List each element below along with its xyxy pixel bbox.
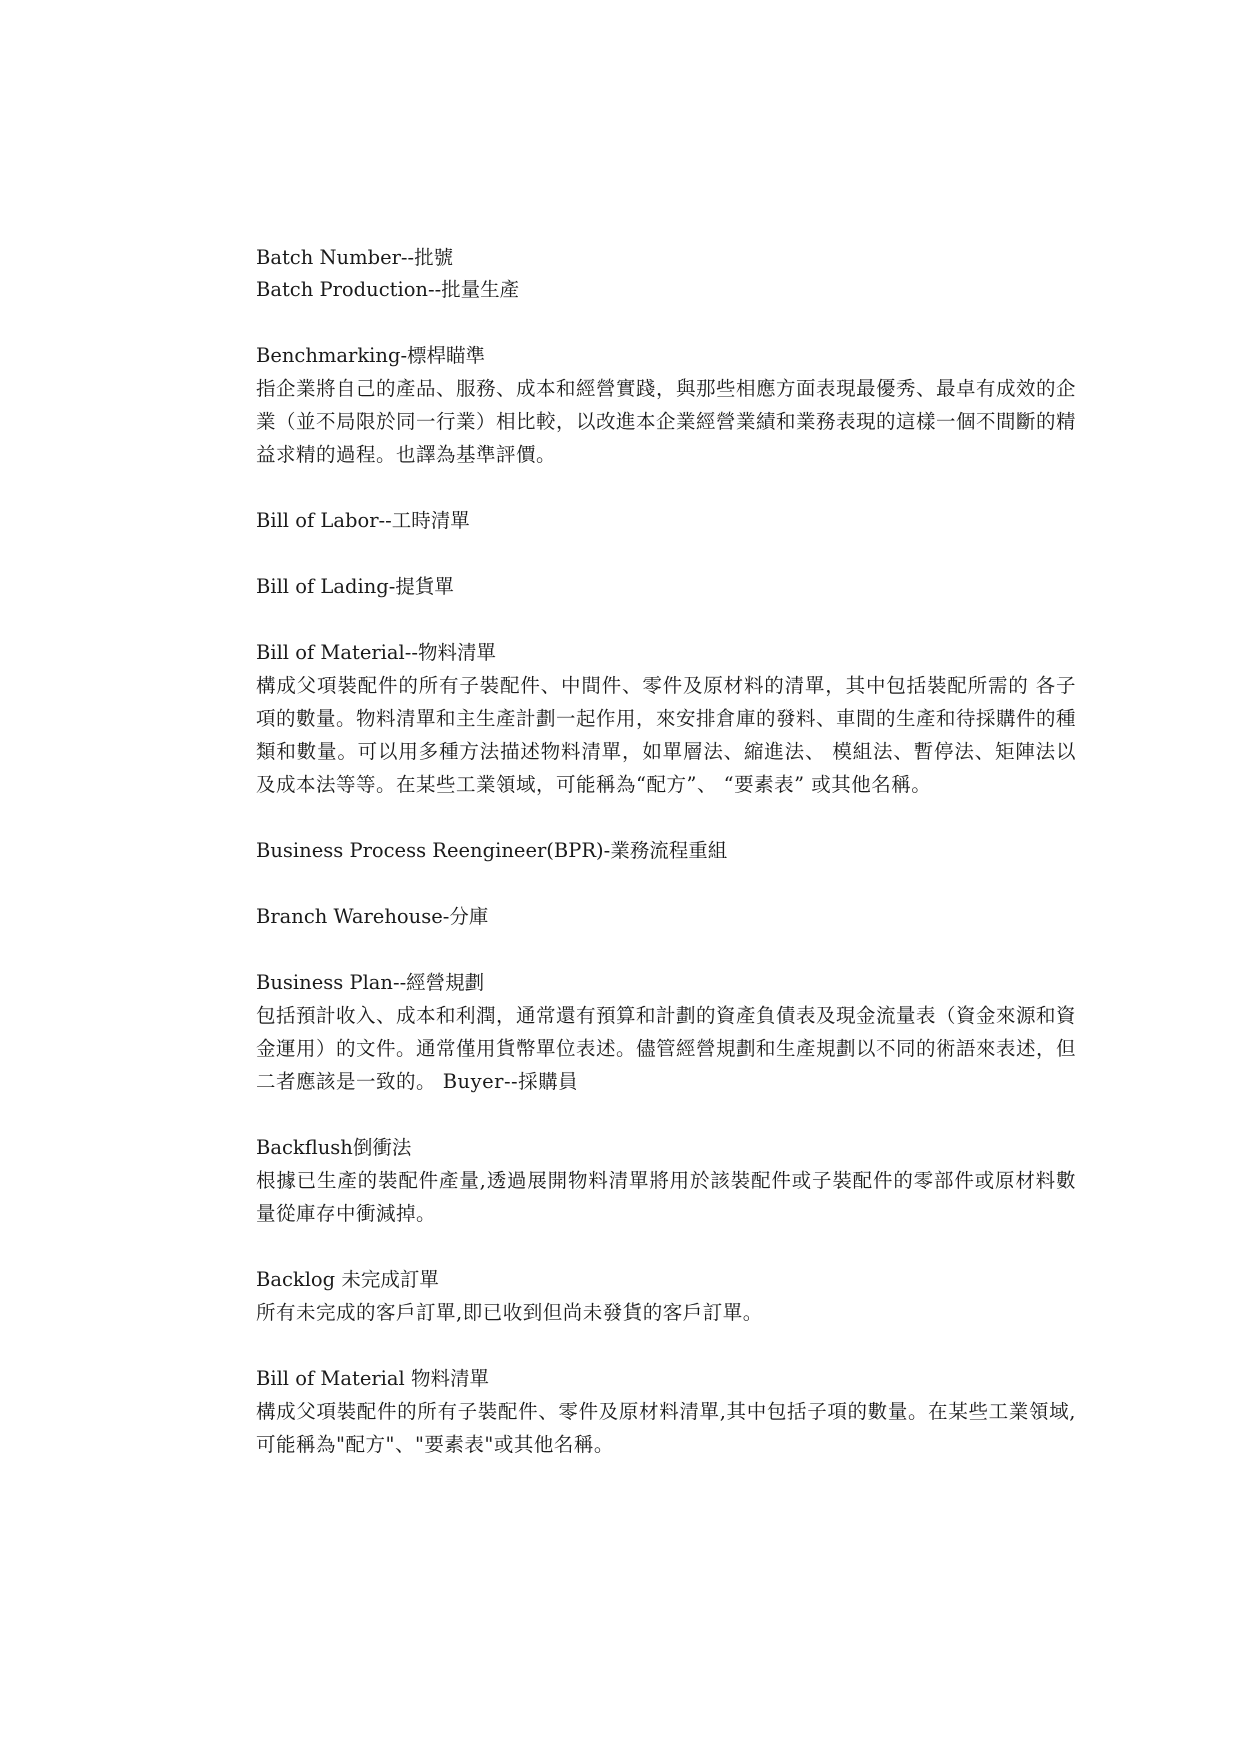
term-branch-warehouse: Branch Warehouse-分庫 xyxy=(256,905,489,928)
spacer xyxy=(256,801,1076,835)
term-backlog: Backlog 未完成訂單 xyxy=(256,1268,439,1291)
definition-benchmarking: 指企業將自己的產品、服務、成本和經營實踐，與那些相應方面表現最優秀、最卓有成效的企業（並不局限於同一行業）相比較，以改進本企業經營業績和業務表現的這樣一個不間斷的精益求精的過程。也譯為基準評價。 xyxy=(256,377,1077,466)
term-bill-of-lading: Bill of Lading-提貨單 xyxy=(256,575,454,598)
spacer xyxy=(256,1329,1076,1363)
term-batch-number: Batch Number--批號 xyxy=(256,246,454,269)
term-benchmarking: Benchmarking-標桿瞄準 xyxy=(256,344,486,367)
definition-business-plan: 包括預計收入、成本和利潤，通常還有預算和計劃的資產負債表及現金流量表（資金來源和資金運用）的文件。通常僅用貨幣單位表述。儘管經營規劃和生產規劃以不同的術語來表述，但二者應該是一致的。 Buyer--採購員 xyxy=(256,1004,1077,1093)
spacer xyxy=(256,603,1076,637)
spacer xyxy=(256,306,1076,340)
term-bill-of-material: Bill of Material--物料清單 xyxy=(256,641,496,664)
spacer xyxy=(256,867,1076,901)
spacer xyxy=(256,537,1076,571)
document-body xyxy=(256,242,1076,1461)
definition-bill-of-material-2: 構成父項裝配件的所有子裝配件、零件及原材料清單,其中包括子項的數量。在某些工業領域,可能稱為"配方"、"要素表"或其他名稱。 xyxy=(256,1400,1076,1456)
term-backflush: Backflush倒衝法 xyxy=(256,1136,412,1159)
term-batch-production: Batch Production--批量生產 xyxy=(256,278,520,301)
term-bpr: Business Process Reengineer(BPR)-業務流程重組 xyxy=(256,839,728,862)
term-bill-of-material-2: Bill of Material 物料清單 xyxy=(256,1367,489,1390)
term-business-plan: Business Plan--經營規劃 xyxy=(256,971,485,994)
spacer xyxy=(256,1098,1076,1132)
spacer xyxy=(256,933,1076,967)
term-bill-of-labor: Bill of Labor--工時清單 xyxy=(256,509,470,532)
definition-backlog: 所有未完成的客戶訂單,即已收到但尚未發貨的客戶訂單。 xyxy=(256,1301,763,1324)
spacer xyxy=(256,471,1076,505)
definition-backflush: 根據已生產的裝配件產量,透過展開物料清單將用於該裝配件或子裝配件的零部件或原材料數量從庫存中衝減掉。 xyxy=(256,1169,1076,1225)
spacer xyxy=(256,1230,1076,1264)
definition-bill-of-material: 構成父項裝配件的所有子裝配件、中間件、零件及原材料的清單，其中包括裝配所需的 各子項的數量。物料清單和主生產計劃一起作用，來安排倉庫的發料、車間的生產和待採購件的種類和數量。可以用多種方法描述物料清單，如單層法、縮進法、 模組法、暫停法、矩陣法以及成本法等等。在某些工業領域，可能稱為“配方”、 “要素表” 或其他名稱。 xyxy=(256,674,1077,796)
